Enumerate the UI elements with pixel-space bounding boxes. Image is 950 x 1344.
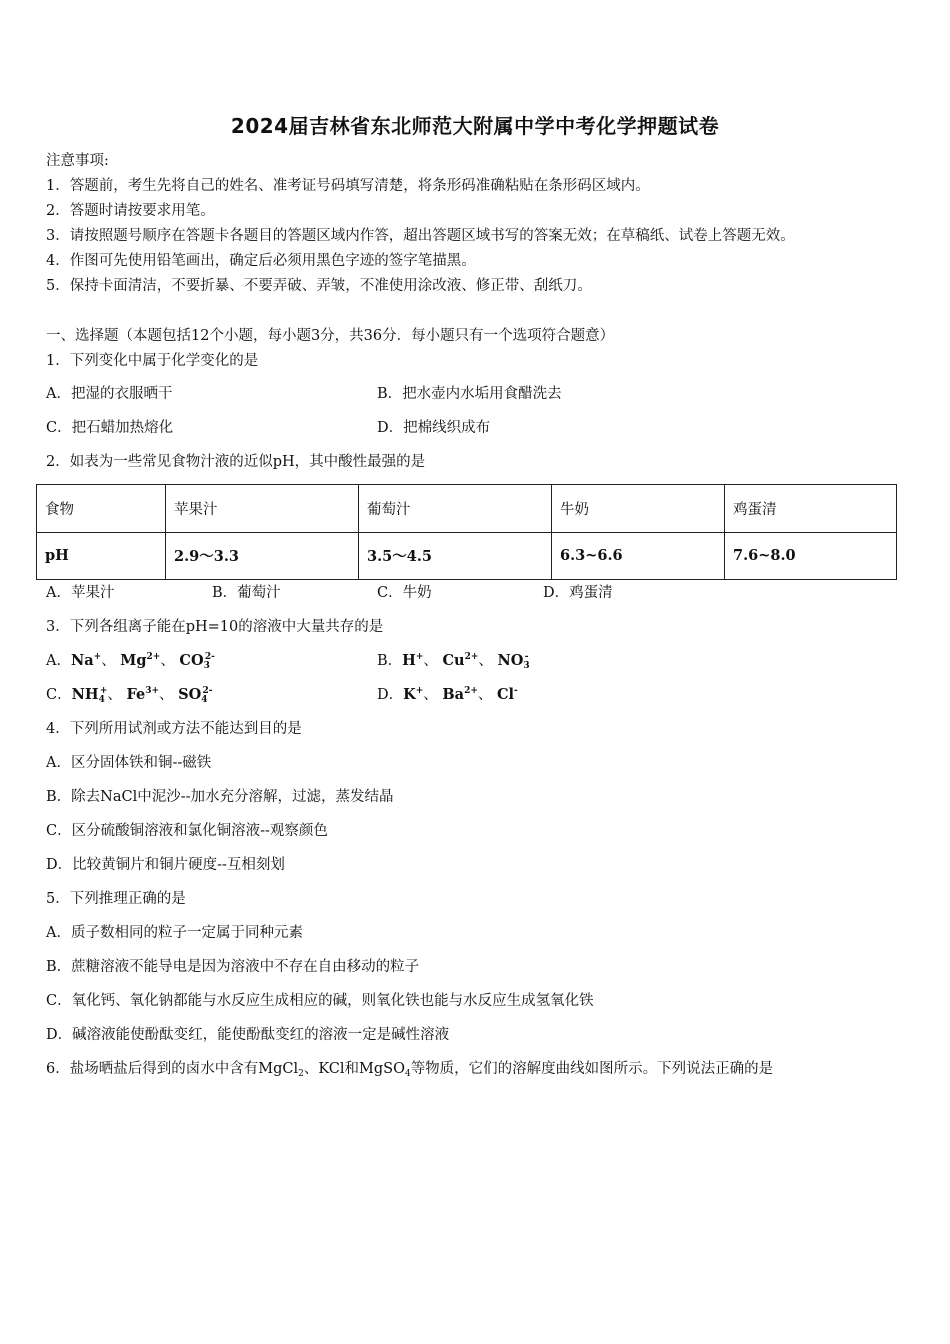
- ion: $NO_3^-$: [497, 652, 530, 671]
- option-a: A．质子数相同的粒子一定属于同种元素: [46, 925, 303, 941]
- question-stem: 1．下列变化中属于化学变化的是: [46, 353, 259, 369]
- option-a: [46, 651, 215, 671]
- table-cell: 3.5～4.5: [359, 532, 552, 580]
- ion: Na+: [70, 652, 102, 669]
- option-label: A．: [46, 653, 71, 669]
- option-c: [46, 685, 213, 705]
- ion: $NH_4^+$: [71, 686, 108, 705]
- stem-part: 、KCl和MgSO: [303, 1061, 405, 1077]
- notice-item: 4．作图可先使用铅笔画出，确定后必须用黑色字迹的签字笔描黑。: [46, 253, 476, 269]
- separator: 、: [423, 687, 443, 703]
- ion: K+: [403, 686, 424, 703]
- option-a: A．苹果汁: [46, 585, 115, 601]
- option-label: B．: [377, 653, 403, 669]
- table-row: [37, 532, 897, 580]
- ion: $SO_4^{2-}$: [178, 686, 213, 705]
- option-b: B．除去NaCl中泥沙--加水充分溶解，过滤，蒸发结晶: [46, 789, 394, 805]
- option-d: D．把棉线织成布: [377, 420, 491, 436]
- option-c: C．氧化钙、氧化钠都能与水反应生成相应的碱，则氧化铁也能与水反应生成氢氧化铁: [46, 993, 594, 1009]
- table-cell: pH: [37, 532, 166, 580]
- option-a: A．把湿的衣服晒干: [46, 386, 173, 402]
- notice-item: 2．答题时请按要求用笔。: [46, 203, 215, 219]
- section-heading: 一、选择题（本题包括12个小题，每小题3分，共36分．每小题只有一个选项符合题意）: [46, 328, 615, 344]
- separator: 、: [477, 687, 497, 703]
- option-b: B．葡萄汁: [212, 585, 281, 601]
- notice-item: 1．答题前，考生先将自己的姓名、准考证号码填写清楚，将条形码准确粘贴在条形码区域内。: [46, 178, 650, 194]
- question-stem: 5．下列推理正确的是: [46, 891, 186, 907]
- ion: $CO_3^{2-}$: [179, 652, 215, 671]
- table-cell: 葡萄汁: [359, 485, 552, 533]
- stem-part: 等物质，它们的溶解度曲线如图所示。下列说法正确的是: [410, 1061, 774, 1077]
- subscript: 4: [404, 1069, 411, 1079]
- separator: 、: [423, 653, 443, 669]
- option-b: B．把水壶内水垢用食醋洗去: [377, 386, 562, 402]
- ion: $Cu^{2+}$: [442, 652, 479, 669]
- option-b: B．蔗糖溶液不能导电是因为溶液中不存在自由移动的粒子: [46, 959, 420, 975]
- subscript: 2: [298, 1069, 304, 1079]
- ion-list: [403, 686, 518, 703]
- ion-list: [71, 652, 215, 669]
- option-d: [377, 685, 518, 705]
- ion: $Ba^{2+}$: [442, 686, 478, 703]
- separator: 、: [101, 653, 121, 669]
- ion: Cl-: [496, 686, 518, 703]
- table-cell: 食物: [37, 485, 166, 533]
- ion-list: [72, 686, 213, 703]
- table-cell: 鸡蛋清: [725, 485, 897, 533]
- ion-list: [402, 652, 528, 669]
- notice-item: 5．保持卡面清洁，不要折暴、不要弄破、弄皱，不准使用涂改液、修正带、刮纸刀。: [46, 278, 592, 294]
- notice-heading: 注意事项:: [46, 153, 109, 169]
- table-cell: 6.3~6.6: [552, 532, 725, 580]
- option-c: C．把石蜡加热熔化: [46, 420, 174, 436]
- separator: 、: [160, 653, 180, 669]
- question-stem: 3．下列各组离子能在pH=10的溶液中大量共存的是: [46, 619, 384, 635]
- table-cell: 7.6~8.0: [725, 532, 897, 580]
- option-b: [377, 651, 528, 671]
- option-d: D．碱溶液能使酚酞变红，能使酚酞变红的溶液一定是碱性溶液: [46, 1027, 450, 1043]
- table-cell: 2.9～3.3: [166, 532, 359, 580]
- table-cell: 苹果汁: [166, 485, 359, 533]
- question-stem: [46, 1059, 773, 1079]
- question-stem: 2．如表为一些常见食物汁液的近似pH，其中酸性最强的是: [46, 454, 426, 470]
- stem-part: 6．盐场晒盐后得到的卤水中含有MgCl: [46, 1061, 299, 1077]
- notice-item: 3．请按照题号顺序在答题卡各题目的答题区域内作答，超出答题区域书写的答案无效；在草稿纸、试卷上答题无效。: [46, 228, 795, 244]
- option-d: D．比较黄铜片和铜片硬度--互相刻划: [46, 857, 285, 873]
- ph-table: [36, 484, 897, 580]
- ion: $Mg^{2+}$: [120, 652, 161, 669]
- separator: 、: [478, 653, 498, 669]
- option-c: C．牛奶: [377, 585, 432, 601]
- option-d: D．鸡蛋清: [543, 585, 613, 601]
- option-c: C．区分硫酸铜溶液和氯化铜溶液--观察颜色: [46, 823, 328, 839]
- separator: 、: [107, 687, 127, 703]
- question-stem: 4．下列所用试剂或方法不能达到目的是: [46, 721, 302, 737]
- table-header-row: [37, 485, 897, 533]
- option-label: C．: [46, 687, 72, 703]
- option-label: D．: [377, 687, 404, 703]
- separator: 、: [159, 687, 179, 703]
- page-title: 2024届吉林省东北师范大附属中学中考化学押题试卷: [230, 114, 720, 138]
- table-cell: 牛奶: [552, 485, 725, 533]
- option-a: A．区分固体铁和铜--磁铁: [46, 755, 212, 771]
- ion: $Fe^{3+}$: [126, 686, 160, 703]
- ion: H+: [402, 652, 424, 669]
